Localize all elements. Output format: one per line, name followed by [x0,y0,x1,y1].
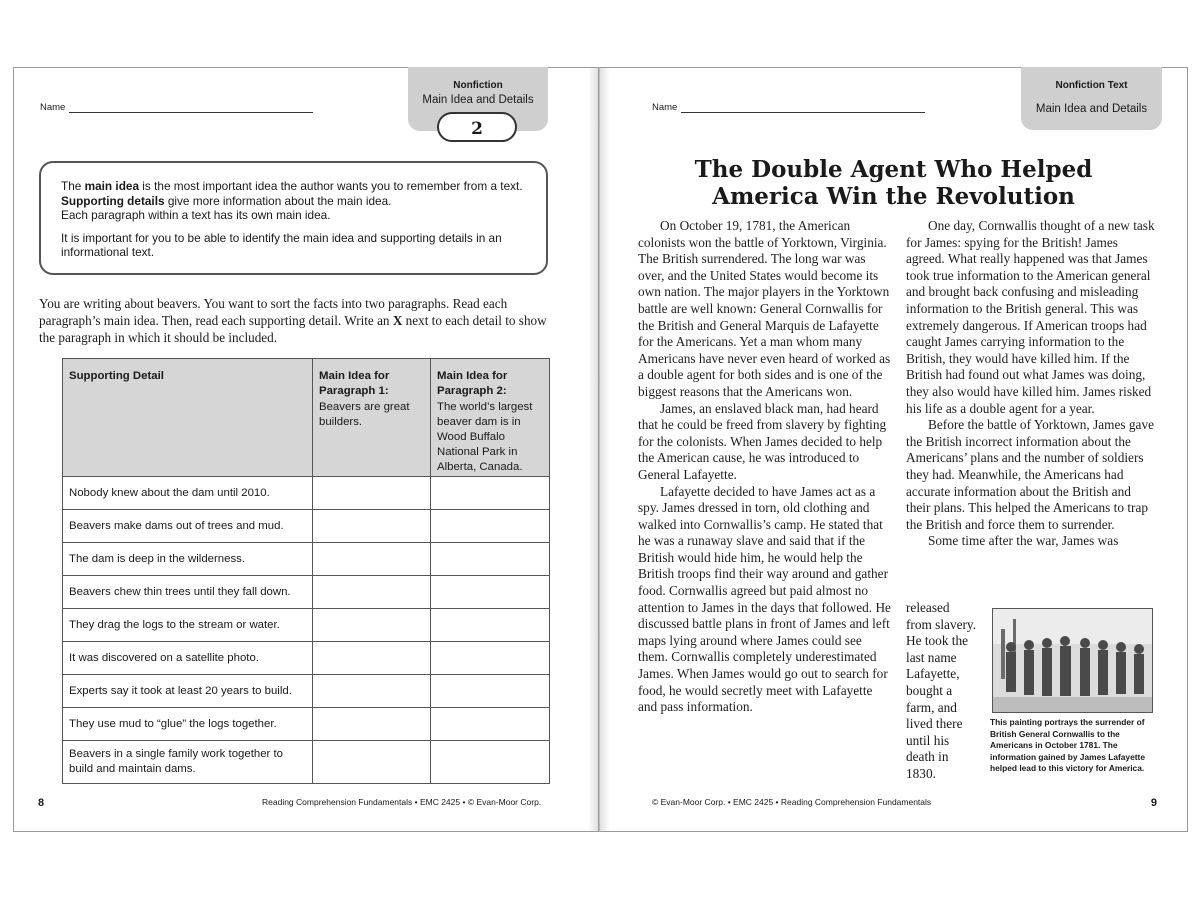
table-header-row [63,359,550,477]
paragraph-1-answer-cell[interactable] [313,543,431,576]
header-label: Main Idea for Paragraph 2: [437,370,508,397]
name-label: Name [652,102,678,113]
callout-text: give more information about the main idea. [164,193,392,208]
unit-number-badge: 2 [437,112,517,142]
table-row [63,708,550,741]
detail-cell: Nobody knew about the dam until 2010. [63,477,313,510]
text-line: from slavery. [906,616,977,632]
article-column-2 [906,218,1158,550]
header-label: Main Idea for Paragraph 1: [319,370,390,397]
callout-paragraph-2: It is important for you to be able to identify the main idea and supporting details in an informational text. [61,230,502,259]
paragraph-2-answer-cell[interactable] [431,543,550,576]
section-tab [1021,67,1162,130]
tab-subheading: Main Idea and Details [1035,103,1148,115]
table-row [63,576,550,609]
detail-cell: Experts say it took at least 20 years to build. [63,675,313,708]
paragraph-1-answer-cell[interactable] [313,510,431,543]
right-page [599,67,1188,832]
callout-text: The [61,179,85,193]
painting-figure [990,608,1163,775]
paragraph-2-answer-cell[interactable] [431,675,550,708]
text-line: released [906,600,950,615]
tab-heading: Nonfiction Text [1055,80,1128,91]
text-line: farm, and [906,699,957,715]
instructions-text: You are writing about beavers. You want to sort the facts into two paragraphs. Read each paragraph’s main idea. Then, read each supporting detail. Write an [39,296,508,328]
text-line: until his [906,732,950,748]
section-tab [408,67,548,139]
article-paragraph: On October 19, 1781, the American colonists won the battle of Yorktown, Virginia. The British surrendered. The long war was over, and the United States would become its own nation. The major players in the Yorktown battle are well known: General Cornwallis for the British and General Marquis de Lafayette for the Americans. Yet a man whom many Americans have never even heard of worked as a double agent for both sides and is one of the biggest reasons that the Americans won. [638,218,891,399]
detail-cell: They use mud to “glue” the logs together. [63,708,313,741]
detail-cell: They drag the logs to the stream or water. [63,609,313,642]
text-line: 1830. [906,765,936,781]
paragraph-2-answer-cell[interactable] [431,642,550,675]
surrender-painting-image [992,608,1153,713]
text-line: lived there [906,716,963,732]
page-number: 9 [1150,797,1157,809]
article-paragraph: Some time after the war, James was [928,533,1119,549]
callout-text: Each paragraph within a text has its own main idea. [61,208,331,222]
paragraph-1-answer-cell[interactable] [313,576,431,609]
table-row [63,675,550,708]
text-line: He took the [906,633,969,649]
text-line: death in [906,749,949,765]
detail-cell: Beavers in a single family work together to build and maintain dams. [63,741,313,784]
title-line: The Double Agent Who Helped [694,156,1093,183]
header-paragraph-2 [431,359,550,477]
callout-paragraph-1 [61,179,526,223]
detail-cell: Beavers chew thin trees until they fall down. [63,576,313,609]
page-footer: Reading Comprehension Fundamentals • EMC 2425 • © Evan-Moor Corp. [262,797,542,807]
sorting-table [62,358,550,784]
text-line: bought a [906,682,953,698]
gutter-shadow [588,68,598,831]
text-line: Lafayette, [906,666,960,682]
article-paragraph: James, an enslaved black man, had heard that he could be freed from slavery by fighting for the colonists. When James decided to help the American cause, he was introduced to General Lafayette. [638,400,887,482]
article-paragraph: Before the battle of Yorktown, James gave the British incorrect information about the Americans’ plans and the number of soldiers they had. Meanwhile, the Americans had accurate information about the British and their plans. This helped the Americans to trap the British and force them to surrender. [906,417,1154,532]
paragraph-1-answer-cell[interactable] [313,477,431,510]
name-rule [69,103,313,113]
activity-instructions [39,295,554,346]
paragraph-1-answer-cell[interactable] [313,675,431,708]
name-field [652,102,925,113]
paragraph-2-answer-cell[interactable] [431,477,550,510]
mark-symbol: X [392,313,403,328]
paragraph-1-answer-cell[interactable] [313,741,431,784]
page-footer: © Evan-Moor Corp. • EMC 2425 • Reading Comprehension Fundamentals [652,797,932,807]
article-paragraph-continuation [906,600,986,783]
table-row [63,741,550,784]
paragraph-2-answer-cell[interactable] [431,510,550,543]
paragraph-2-answer-cell[interactable] [431,741,550,784]
table-row [63,543,550,576]
detail-cell: It was discovered on a satellite photo. [63,642,313,675]
definition-callout [39,161,548,275]
paragraph-1-answer-cell[interactable] [313,609,431,642]
page-number: 8 [38,797,45,809]
table-row [63,609,550,642]
instructions-text: next to each detail to show the paragraph in which it should be included. [39,313,547,345]
header-supporting-detail [63,359,313,477]
article-paragraph: Lafayette decided to have James act as a spy. James dressed in torn, old clothing and walked into Cornwallis’s camp. He stated that he was a runaway slave and said that if the British would hide him, he would help the British troops find their way around and gather food. Cornwallis agreed but paid almost no attention to James in the days that followed. He discussed battle plans in front of James and left maps lying around where James could see them. Cornwallis completely underestimated James. When James would go out to search for food, he would secretly meet with Lafayette and pass information. [638,483,891,715]
table-row [63,477,550,510]
detail-cell: The dam is deep in the wilderness. [63,543,313,576]
painting-illustration [993,609,1152,712]
table-row [63,642,550,675]
paragraph-2-answer-cell[interactable] [431,576,550,609]
table-row [63,510,550,543]
callout-text: is the most important idea the author wants you to remember from a text. [139,179,523,193]
header-label: Supporting Detail [69,370,164,382]
main-idea-text: The world’s largest beaver dam is in Wood Buffalo National Park in Alberta, Canada. [437,401,533,473]
paragraph-1-answer-cell[interactable] [313,708,431,741]
article-title [600,156,1187,210]
term-main-idea: main idea [84,179,140,193]
tab-subheading: Main Idea and Details [422,94,534,106]
article-paragraph: One day, Cornwallis thought of a new task for James: spying for the British! James agreed. What really happened was that James took true information to the American general and brought back confusing and misleading information to the British general. This was extremely dangerous. If American troops had caught James carrying information to the British, they would have killed him. If the British had found out what James was doing, they also would have killed him. James risked his life as a double agent for a year. [906,218,1155,416]
term-supporting-details: Supporting details [61,193,165,208]
name-label: Name [40,102,66,113]
text-line: last name [906,649,957,665]
tab-heading: Nonfiction [453,80,503,91]
name-rule [681,103,925,113]
title-line: America Win the Revolution [712,183,1075,210]
paragraph-2-answer-cell[interactable] [431,708,550,741]
name-field [40,102,313,113]
painting-caption: This painting portrays the surrender of British General Cornwallis to the Americans in October 1781. The information gained by James Lafayette helped lead to this victory for America. [990,717,1145,773]
left-page [13,67,599,832]
article-column-1 [638,218,891,716]
main-idea-text: Beavers are great builders. [319,401,410,428]
paragraph-2-answer-cell[interactable] [431,609,550,642]
paragraph-1-answer-cell[interactable] [313,642,431,675]
detail-cell: Beavers make dams out of trees and mud. [63,510,313,543]
header-paragraph-1 [313,359,431,477]
